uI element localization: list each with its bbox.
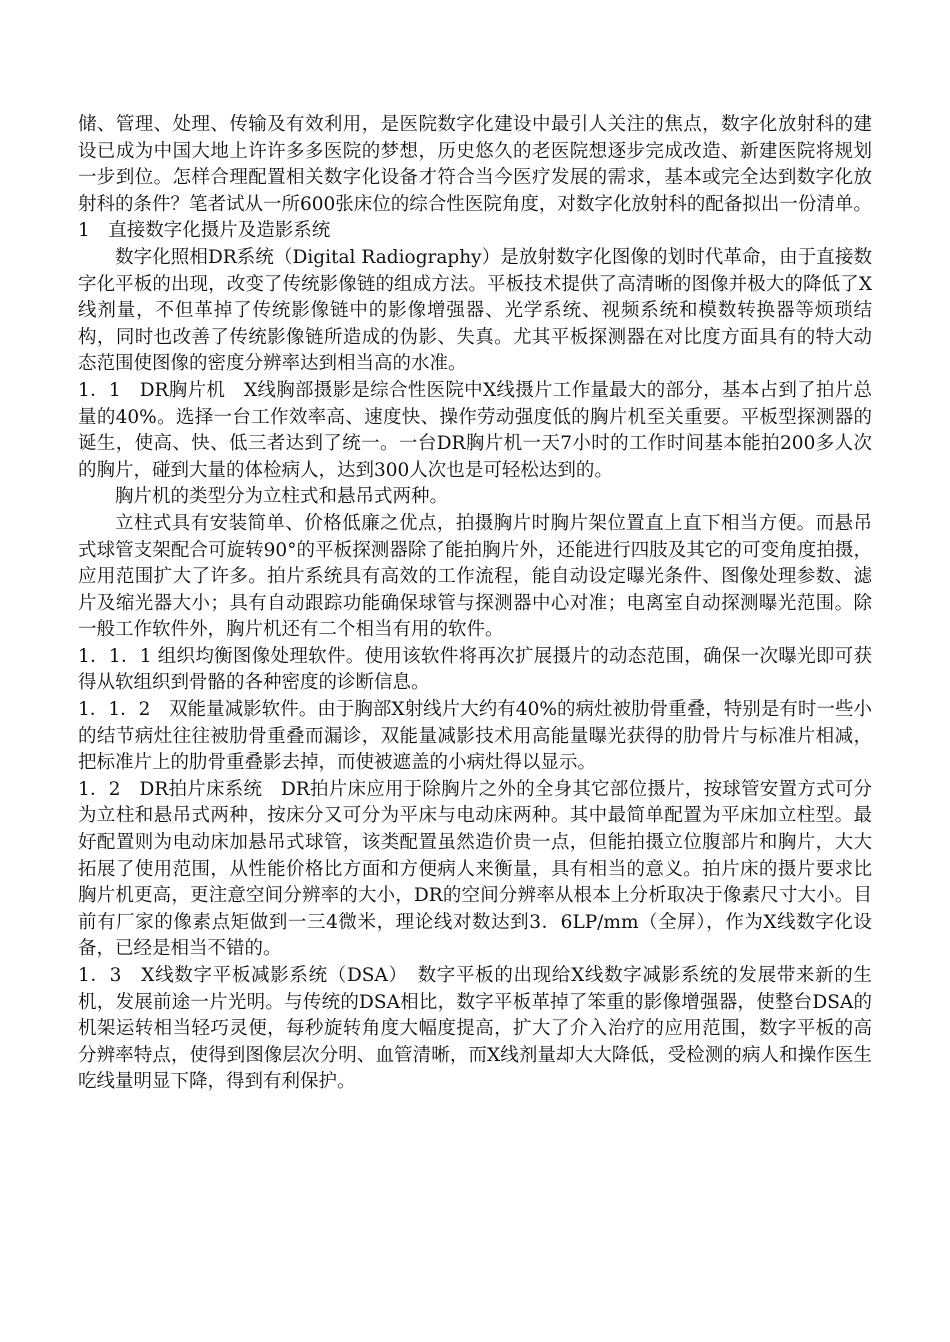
paragraph-1-1-2-dual-energy: 1．1．2 双能量减影软件。由于胸部X射线片大约有40%的病灶被肋骨重叠，特别是有时一些小的结节病灶往往被肋骨重叠而漏诊，双能量减影技术用高能量曝光获得的肋骨片与标准片相减，把标准片上的肋骨重叠影去掉，而使被遮盖的小病灶得以显示。: [78, 699, 872, 774]
paragraph-dr-system: 数字化照相DR系统（Digital Radiography）是放射数字化图像的划时代革命，由于直接数字化平板的出现，改变了传统影像链的组成方法。平板技术提供了高清晰的图像并极大的降低了X线剂量，不但革掉了传统影像链中的影像增强器、光学系统、视频系统和模数转换器等烦琐结构，同时也改善了传统影像链所造成的伪影、失真。尤其平板探测器在对比度方面具有的特大动态范围使图像的密度分辨率达到相当高的水准。: [78, 246, 872, 375]
paragraph-chest-machine-types: 胸片机的类型分为立柱式和悬吊式两种。: [115, 486, 449, 508]
paragraph-column-vs-suspended: 立柱式具有安装简单、价格低廉之优点，拍摄胸片时胸片架位置直上直下相当方便。而悬吊式球管支架配合可旋转90°的平板探测器除了能拍胸片外，还能进行四肢及其它的可变角度拍摄，应用范围扩大了许多。拍片系统具有高效的工作流程，能自动设定曝光条件、图像处理参数、滤片及缩光器大小；具有自动跟踪功能确保球管与探测器中心对准；电离室自动探测曝光范围。除一般工作软件外，胸片机还有二个相当有用的软件。: [78, 512, 872, 641]
paragraph-1-1-chest-machine: 1．1 DR胸片机 X线胸部摄影是综合性医院中X线摄片工作量最大的部分，基本占到了拍片总量的40%。选择一台工作效率高、速度快、操作劳动强度低的胸片机至关重要。平板型探测器的诞生，使高、快、低三者达到了统一。一台DR胸片机一天7小时的工作时间基本能拍200多人次的胸片，碰到大量的体检病人，达到300人次也是可轻松达到的。: [78, 379, 872, 481]
section-heading-1: 1 直接数字化摄片及造影系统: [78, 220, 331, 242]
paragraph-intro-continued: 储、管理、处理、传输及有效利用，是医院数字化建设中最引人关注的焦点，数字化放射科的建设已成为中国大地上许许多多医院的梦想，历史悠久的老医院想逐步完成改造、新建医院将规划一步到位。怎样合理配置相关数字化设备才符合当今医疗发展的需求，基本或完全达到数字化放射科的条件？笔者试从一所600张床位的综合性医院角度，对数字化放射科的配备拟出一份清单。: [78, 114, 872, 215]
document-page: [78, 112, 872, 1096]
paragraph-1-1-1-tissue-balance: 1．1．1 组织均衡图像处理软件。使用该软件将再次扩展摄片的动态范围，确保一次曝光即可获得从软组织到骨骼的各种密度的诊断信息。: [78, 645, 872, 694]
paragraph-1-2-dr-bed: 1．2 DR拍片床系统 DR拍片床应用于除胸片之外的全身其它部位摄片，按球管安置方式可分为立柱和悬吊式两种，按床分又可分为平床与电动床两种。其中最简单配置为平床加立柱型。最好配置则为电动床加悬吊式球管，该类配置虽然造价贵一点，但能拍摄立位腹部片和胸片，大大拓展了使用范围，从性能价格比方面和方便病人来衡量，具有相当的意义。拍片床的摄片要求比胸片机更高，更注意空间分辨率的大小，DR的空间分辨率从根本上分析取决于像素尺寸大小。目前有厂家的像素点矩做到一三4微米，理论线对数达到3．6LP/mm（全屏），作为X线数字化设备，已经是相当不错的。: [78, 778, 872, 960]
paragraph-1-3-dsa: 1．3 X线数字平板减影系统（DSA） 数字平板的出现给X线数字减影系统的发展带来新的生机，发展前途一片光明。与传统的DSA相比，数字平板革掉了笨重的影像增强器，使整台DSA的机架运转相当轻巧灵便，每秒旋转角度大幅度提高，扩大了介入治疗的应用范围，数字平板的高分辨率特点，使得到图像层次分明、血管清晰，而X线剂量却大大降低，受检测的病人和操作医生吃线量明显下降，得到有利保护。: [78, 965, 872, 1093]
